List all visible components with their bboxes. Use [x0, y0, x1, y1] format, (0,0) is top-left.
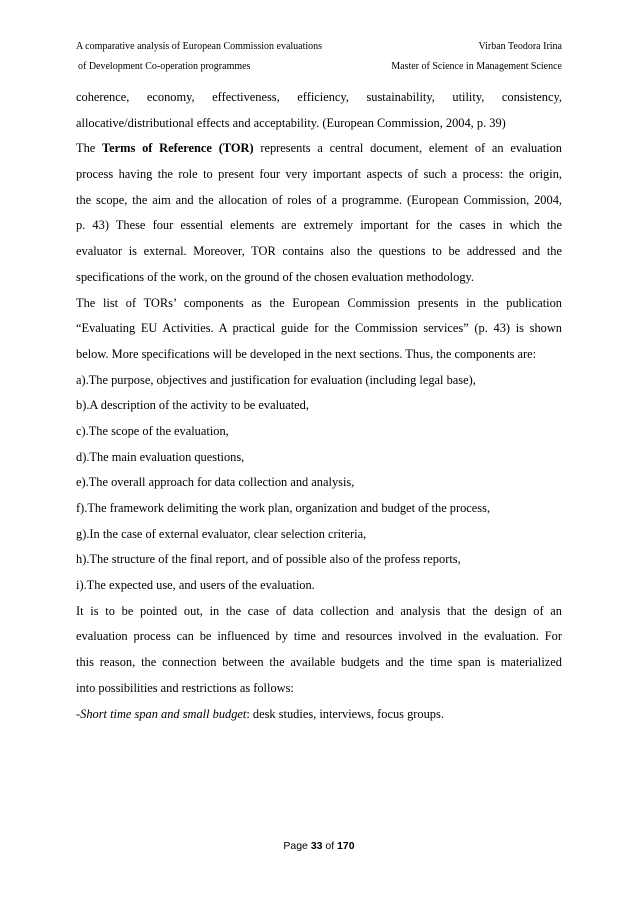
list-item: f).The framework delimiting the work plan, organization and budget of the process, — [76, 501, 491, 515]
text-span: : desk studies, interviews, focus groups. — [246, 706, 444, 721]
page-footer — [0, 840, 638, 852]
text-line — [76, 702, 562, 728]
italic-term: -Short time span and small budget — [76, 706, 247, 721]
of-label: of — [322, 840, 338, 852]
text-line: below. More specifications will be developed in the next sections. Thus, the components are: — [76, 346, 537, 361]
term-tor: Terms of Reference (TOR) — [102, 141, 254, 156]
header-degree: Master of Science in Management Science — [391, 61, 562, 72]
list-item: d).The main evaluation questions, — [76, 449, 245, 464]
text-span: represents a central document, element of an evaluation — [253, 141, 562, 156]
list-item: c).The scope of the evaluation, — [76, 423, 229, 438]
text-line: evaluation process can be influenced by time and resources involved in the evaluation. For — [76, 629, 562, 644]
text-line: It is to be pointed out, in the case of data collection and analysis that the design of an — [76, 603, 562, 618]
text-line: allocative/distributional effects and acceptability. (European Commission, 2004, p. 39) — [76, 115, 506, 130]
text-line: p. 43) These four essential elements are extremely important for the cases in which the — [76, 218, 562, 233]
page-number: 33 — [310, 840, 323, 852]
list-item: i).The expected use, and users of the evaluation. — [76, 578, 315, 593]
header-author: Virban Teodora Irina — [478, 41, 562, 52]
list-item: e).The overall approach for data collection and analysis, — [76, 475, 355, 490]
list-item: b).A description of the activity to be evaluated, — [76, 398, 309, 413]
list-item: a).The purpose, objectives and justification for evaluation (including legal base), — [76, 372, 476, 387]
page-label: Page — [283, 840, 311, 852]
header-title-line1: A comparative analysis of European Commission evaluations — [76, 41, 323, 52]
text-line: The list of TORs’ components as the European Commission presents in the publication — [76, 295, 562, 310]
list-item: h).The structure of the final report, and of possible also of the profess reports, — [76, 552, 461, 567]
list-item: g).In the case of external evaluator, clear selection criteria, — [76, 526, 367, 541]
text-line: evaluator is external. Moreover, TOR contains also the questions to be addressed and the — [76, 244, 562, 259]
text-line: specifications of the work, on the ground of the chosen evaluation methodology. — [76, 269, 475, 284]
header-title-line2: of Development Co-operation programmes — [78, 61, 251, 72]
text-line: this reason, the connection between the available budgets and the time span is materialized — [76, 655, 562, 670]
page-total: 170 — [337, 840, 355, 852]
text-line: process having the role to present four very important aspects of such a process: the origin, — [76, 167, 562, 182]
body-text — [76, 85, 562, 727]
text-line: coherence, economy, effectiveness, efficiency, sustainability, utility, consistency, — [76, 90, 562, 104]
text-line — [76, 136, 562, 162]
text-line: “Evaluating EU Activities. A practical guide for the Commission services” (p. 43) is shown — [76, 321, 562, 336]
text-line: into possibilities and restrictions as follows: — [76, 680, 294, 695]
text-span: The — [76, 141, 103, 156]
text-line: the scope, the aim and the allocation of roles of a programme. (European Commission, 2004, — [76, 192, 562, 207]
